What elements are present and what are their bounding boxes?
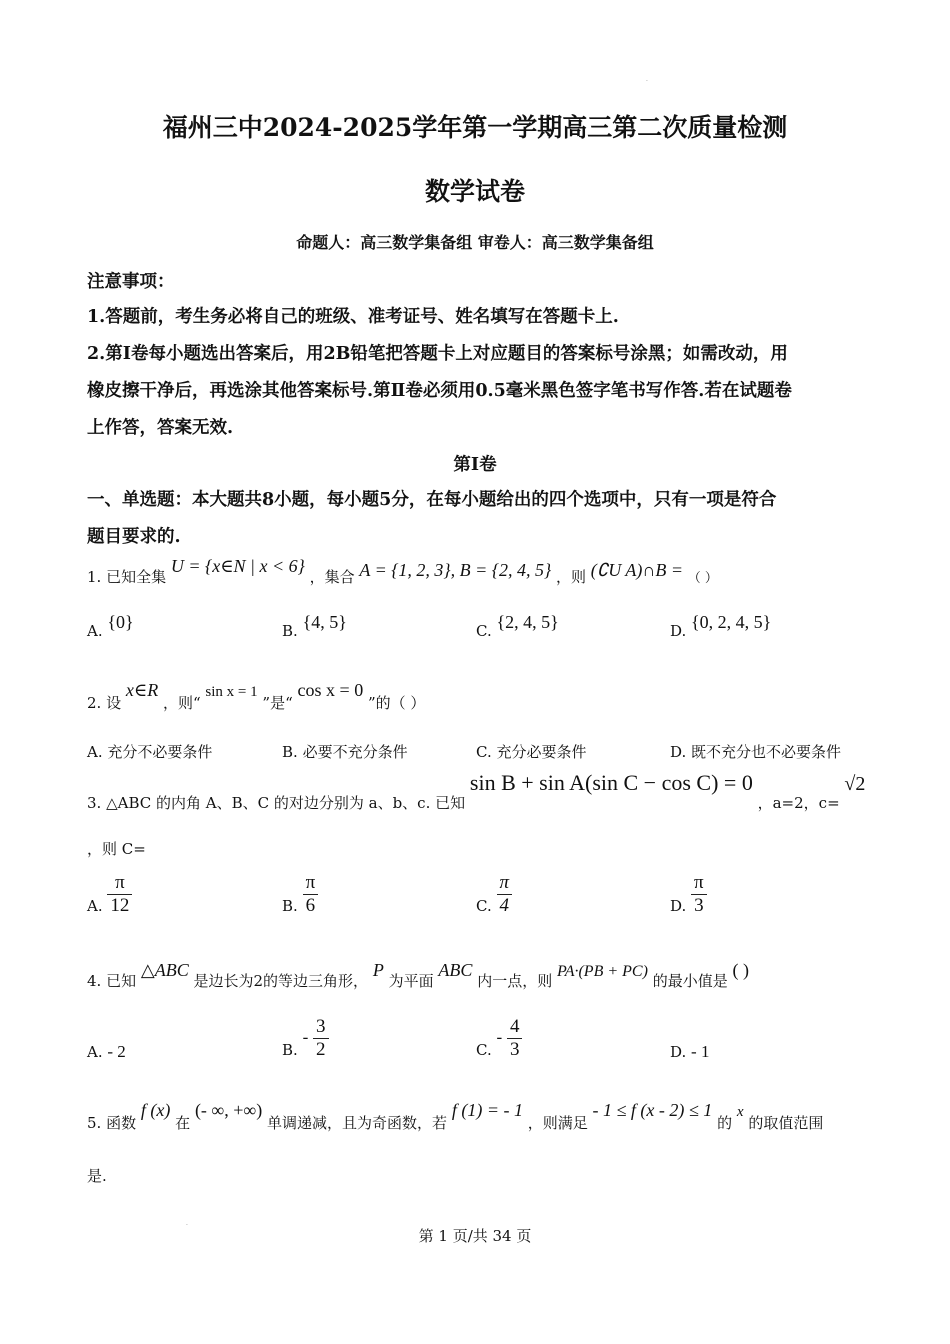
- q2-statement-1: sin x = 1: [205, 684, 258, 700]
- decorative-dot: ·: [186, 1222, 188, 1229]
- q4-triangle: △ABC: [140, 960, 189, 980]
- option-label: D.: [670, 896, 687, 915]
- notice-item-2-line-1: 2.第Ⅰ卷每小题选出答案后，用2B铅笔把答题卡上对应题目的答案标号涂黑；如需改动，用: [87, 344, 788, 364]
- authors-line: 命题人：高三数学集备组 审卷人：高三数学集备组: [296, 233, 654, 252]
- q4-text-4: 的最小值是: [652, 972, 728, 990]
- question-1: [87, 556, 718, 587]
- q1-option-b: [282, 612, 347, 641]
- q3-line-2: ，则 C=: [87, 840, 146, 858]
- q1-sets: A = {1, 2, 3}, B = {2, 4, 5}: [359, 560, 552, 580]
- exam-title: 福州三中2024-2025学年第一学期高三第二次质量检测: [162, 113, 788, 142]
- q2-option-d: [670, 741, 841, 762]
- q1-option-a: [87, 612, 134, 641]
- section-heading-line-1: 一、单选题：本大题共8小题，每小题5分，在每小题给出的四个选项中，只有一项是符合: [87, 490, 777, 510]
- fraction-denominator: 12: [107, 894, 132, 917]
- page-footer: 第 1 页/共 34 页: [418, 1227, 532, 1245]
- q1-option-c: [476, 612, 559, 641]
- option-label: A.: [87, 743, 103, 761]
- q1-expression: (∁U A)∩B =: [590, 560, 683, 580]
- q5-text-5: 的取值范围: [748, 1114, 824, 1132]
- q3-sqrt: √2: [844, 773, 866, 795]
- option-fraction: [497, 872, 513, 917]
- question-3: [87, 770, 866, 812]
- notice-heading: 注意事项：: [87, 272, 175, 292]
- q5-condition: f (1) = - 1: [451, 1100, 523, 1120]
- notice-item-1: 1.答题前，考生务必将自己的班级、准考证号、姓名填写在答题卡上.: [87, 307, 619, 327]
- fraction-denominator: 3: [507, 1038, 523, 1061]
- option-label: D.: [670, 743, 687, 761]
- q4-expression: PA·(PB + PC): [556, 963, 648, 980]
- q3-equation: sin B + sin A(sin C − cos C) = 0: [469, 770, 753, 795]
- option-label: B.: [282, 622, 298, 640]
- option-fraction: [313, 1016, 329, 1061]
- option-label: C.: [476, 1040, 492, 1059]
- option-fraction: [691, 872, 707, 917]
- q5-text-1: 在: [175, 1114, 191, 1132]
- q5-variable: x: [736, 1104, 744, 1120]
- q2-then: ，则“: [162, 694, 201, 712]
- option-label: D.: [670, 622, 687, 640]
- q5-interval: (- ∞, +∞): [194, 1100, 263, 1120]
- option-sign: -: [302, 1027, 309, 1047]
- option-fraction: [303, 872, 319, 917]
- q5-prefix: 5. 函数: [87, 1114, 137, 1132]
- option-label: A.: [87, 896, 103, 915]
- option-value: 必要不充分条件: [302, 743, 408, 761]
- q4-option-c: [476, 1016, 522, 1061]
- option-value: {0}: [107, 612, 134, 632]
- fraction-numerator: π: [694, 872, 704, 893]
- q4-text-3: 内一点，则: [477, 972, 553, 990]
- option-label: A.: [87, 1043, 103, 1061]
- q1-mid: ，集合: [309, 568, 355, 586]
- q4-text-2: 为平面: [388, 972, 434, 990]
- q5-inequality: - 1 ≤ f (x - 2) ≤ 1: [592, 1100, 713, 1120]
- question-4: [87, 960, 749, 990]
- option-label: B.: [282, 896, 298, 915]
- option-value: - 2: [107, 1042, 126, 1061]
- q4-plane: ABC: [438, 960, 473, 980]
- fraction-numerator: π: [499, 872, 510, 893]
- q4-option-b: [282, 1016, 329, 1061]
- option-label: C.: [476, 743, 492, 761]
- question-5: [87, 1100, 824, 1132]
- q3-prefix: 3. △ABC 的内角 A、B、C 的对边分别为 a、b、c. 已知: [87, 794, 466, 812]
- option-label: C.: [476, 896, 492, 915]
- option-value: 充分必要条件: [496, 743, 587, 761]
- q2-option-b: [282, 741, 408, 762]
- option-label: D.: [670, 1043, 687, 1061]
- q5-text-4: 的: [717, 1114, 733, 1132]
- option-value: {2, 4, 5}: [496, 612, 559, 632]
- fraction-numerator: 4: [509, 1016, 520, 1037]
- fraction-denominator: 6: [303, 894, 319, 917]
- option-value: - 1: [691, 1042, 710, 1061]
- option-fraction: [507, 1016, 523, 1061]
- q3-option-c: [476, 872, 512, 917]
- option-label: C.: [476, 622, 492, 640]
- q3-option-a: [87, 872, 132, 917]
- option-label: B.: [282, 743, 298, 761]
- q1-prefix: 1. 已知全集: [87, 568, 167, 586]
- decorative-dot: ·: [646, 78, 648, 85]
- q1-universal-set: U = {x∈N | x < 6}: [170, 556, 305, 576]
- q2-mid: ”是“: [262, 694, 293, 712]
- notice-item-2-line-2: 橡皮擦干净后，再选涂其他答案标号.第Ⅱ卷必须用0.5毫米黑色签字笔书写作答.若在试题卷: [87, 381, 792, 401]
- q4-point: P: [372, 960, 384, 980]
- q2-prefix: 2. 设: [87, 694, 122, 712]
- q5-text-2: 单调递减，且为奇函数，若: [267, 1114, 448, 1132]
- fraction-denominator: 4: [497, 894, 513, 917]
- q2-option-a: [87, 741, 212, 762]
- fraction-numerator: 3: [316, 1016, 326, 1037]
- option-value: {0, 2, 4, 5}: [691, 612, 772, 632]
- q2-option-c: [476, 741, 587, 762]
- q1-then: ，则: [555, 568, 586, 586]
- q5-line-2: 是.: [87, 1167, 107, 1185]
- exam-subtitle: 数学试卷: [424, 177, 525, 206]
- q4-option-a: [87, 1042, 126, 1062]
- q2-condition: x∈R: [125, 680, 159, 700]
- fraction-numerator: π: [115, 872, 125, 893]
- q5-function: f (x): [140, 1100, 171, 1120]
- q3-condition: ，a=2，c=: [757, 794, 840, 812]
- q4-option-d: [670, 1042, 709, 1062]
- question-2: [87, 680, 426, 712]
- option-value: {4, 5}: [302, 612, 347, 632]
- option-sign: -: [496, 1027, 503, 1047]
- fraction-numerator: π: [305, 872, 316, 893]
- q1-option-d: [670, 612, 772, 641]
- option-value: 既不充分也不必要条件: [691, 743, 842, 761]
- option-value: 充分不必要条件: [107, 743, 213, 761]
- q3-option-d: [670, 872, 707, 917]
- fraction-denominator: 3: [691, 894, 707, 917]
- option-label: A.: [87, 622, 103, 640]
- q2-end: ”的（ ）: [367, 694, 426, 712]
- notice-item-2-line-3: 上作答，答案无效.: [87, 418, 234, 438]
- option-fraction: [107, 872, 132, 917]
- option-label: B.: [282, 1040, 298, 1059]
- q4-prefix: 4. 已知: [87, 972, 137, 990]
- part-heading: 第Ⅰ卷: [453, 455, 497, 475]
- q1-blank: （ ）: [687, 571, 718, 586]
- q3-option-b: [282, 872, 318, 917]
- q5-text-3: ，则满足: [527, 1114, 588, 1132]
- section-heading-line-2: 题目要求的.: [87, 527, 181, 547]
- q2-statement-2: cos x = 0: [297, 680, 364, 700]
- q4-blank: ( ): [732, 960, 749, 980]
- fraction-denominator: 2: [313, 1038, 329, 1061]
- q4-text-1: 是边长为2的等边三角形，: [193, 972, 369, 990]
